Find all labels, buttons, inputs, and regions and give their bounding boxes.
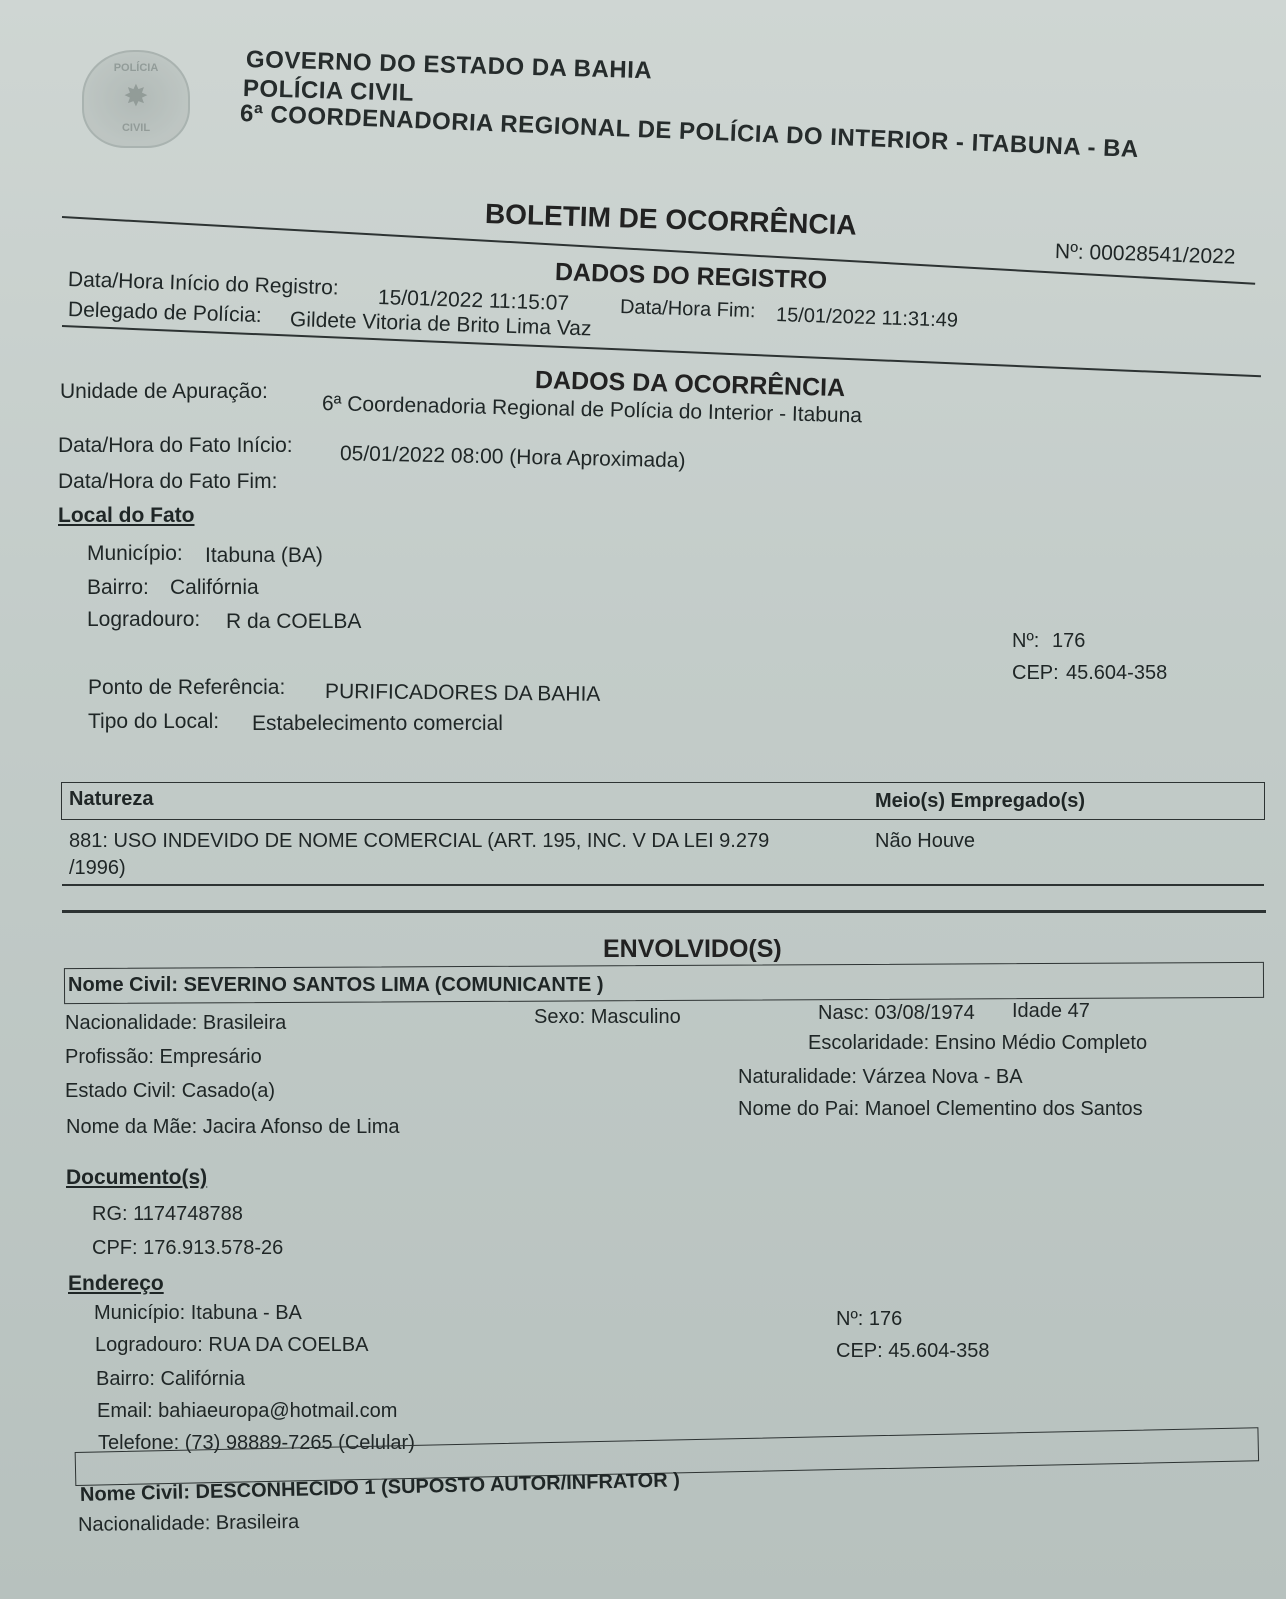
local-numero-label: Nº: <box>1012 630 1040 652</box>
person1-estado-civil: Estado Civil: Casado(a) <box>65 1080 276 1102</box>
fato-inicio-value: 05/01/2022 08:00 (Hora Aproximada) <box>339 442 686 473</box>
person1-email: Email: bahiaeuropa@hotmail.com <box>97 1400 398 1422</box>
registro-inicio-value: 15/01/2022 11:15:07 <box>377 286 570 315</box>
envolvidos-heading: ENVOLVIDO(S) <box>603 935 782 963</box>
registro-heading: DADOS DO REGISTRO <box>554 258 828 295</box>
person1-numero: Nº: 176 <box>836 1308 903 1330</box>
document-number: Nº: 00028541/2022 <box>1054 240 1236 269</box>
person1-cpf: CPF: 176.913.578-26 <box>92 1237 284 1259</box>
person1-municipio: Município: Itabuna - BA <box>94 1302 302 1324</box>
seal-bottom-text: CIVIL <box>121 122 151 134</box>
person2-nacionalidade: Nacionalidade: Brasileira <box>77 1510 300 1536</box>
logradouro-label: Logradouro: <box>87 608 201 631</box>
person1-profissao: Profissão: Empresário <box>65 1046 262 1068</box>
header-line2: POLÍCIA CIVIL <box>242 75 415 107</box>
divider <box>62 910 1266 913</box>
delegado-label: Delegado de Polícia: <box>67 298 263 328</box>
registro-fim-label: Data/Hora Fim: <box>619 296 756 323</box>
person1-escolaridade: Escolaridade: Ensino Médio Completo <box>808 1032 1148 1054</box>
referencia-label: Ponto de Referência: <box>88 676 286 699</box>
local-numero-value: 176 <box>1052 630 1086 652</box>
person1-bairro: Bairro: Califórnia <box>96 1368 245 1390</box>
seal-top-text: POLÍCIA <box>113 62 159 74</box>
logradouro-value: R da COELBA <box>226 610 362 633</box>
local-heading: Local do Fato <box>58 504 195 527</box>
person1-nacionalidade: Nacionalidade: Brasileira <box>65 1012 287 1034</box>
registro-inicio-label: Data/Hora Início do Registro: <box>67 268 340 300</box>
person2-name: Nome Civil: DESCONHECIDO 1 (SUPOSTO AUTOR/INFRATOR ) <box>79 1469 681 1506</box>
ocorrencia-heading: DADOS DA OCORRÊNCIA <box>534 366 846 403</box>
person1-sexo: Sexo: Masculino <box>534 1006 681 1028</box>
natureza-row-line2: /1996) <box>69 857 126 879</box>
local-cep-value: 45.604-358 <box>1066 662 1168 684</box>
documentos-heading: Documento(s) <box>66 1166 208 1189</box>
meio-value: Não Houve <box>875 830 976 852</box>
header-line3: 6ª COORDENADORIA REGIONAL DE POLÍCIA DO INTERIOR - ITABUNA - BA <box>239 100 1140 164</box>
natureza-header: Natureza <box>69 788 154 810</box>
person1-naturalidade: Naturalidade: Várzea Nova - BA <box>738 1066 1023 1088</box>
header-line1: GOVERNO DO ESTADO DA BAHIA <box>245 46 653 85</box>
bairro-label: Bairro: <box>87 576 149 599</box>
tipo-local-value: Estabelecimento comercial <box>252 712 503 735</box>
person1-rg: RG: 1174748788 <box>92 1203 243 1225</box>
person1-idade: Idade 47 <box>1012 1000 1090 1022</box>
bairro-value: Califórnia <box>170 576 259 599</box>
meio-header: Meio(s) Empregado(s) <box>875 790 1086 812</box>
registro-fim-value: 15/01/2022 11:31:49 <box>775 304 959 332</box>
person1-logradouro: Logradouro: RUA DA COELBA <box>95 1334 369 1356</box>
divider <box>62 884 1264 886</box>
person1-cep: CEP: 45.604-358 <box>836 1340 990 1362</box>
referencia-value: PURIFICADORES DA BAHIA <box>324 680 601 706</box>
unidade-label: Unidade de Apuração: <box>60 380 268 403</box>
municipio-value: Itabuna (BA) <box>205 544 323 567</box>
natureza-row-line1: 881: USO INDEVIDO DE NOME COMERCIAL (ART. 195, INC. V DA LEI 9.279 <box>69 830 770 852</box>
person1-nasc: Nasc: 03/08/1974 <box>818 1002 975 1024</box>
local-cep-label: CEP: <box>1012 662 1059 684</box>
delegado-value: Gildete Vitoria de Brito Lima Vaz <box>289 308 592 341</box>
tipo-local-label: Tipo do Local: <box>88 710 220 733</box>
document-title: BOLETIM DE OCORRÊNCIA <box>484 198 858 241</box>
endereco-heading: Endereço <box>68 1272 164 1295</box>
police-seal-icon: POLÍCIA ✸ CIVIL <box>82 50 190 148</box>
person1-name: Nome Civil: SEVERINO SANTOS LIMA (COMUNICANTE ) <box>68 974 604 996</box>
unidade-value: 6ª Coordenadoria Regional de Polícia do Interior - Itabuna <box>321 392 863 428</box>
person1-pai: Nome do Pai: Manoel Clementino dos Santos <box>738 1098 1143 1120</box>
person1-telefone: Telefone: (73) 98889-7265 (Celular) <box>98 1432 415 1454</box>
municipio-label: Município: <box>87 542 183 565</box>
fato-inicio-label: Data/Hora do Fato Início: <box>58 434 293 457</box>
person1-mae: Nome da Mãe: Jacira Afonso de Lima <box>66 1116 400 1138</box>
fato-fim-label: Data/Hora do Fato Fim: <box>58 470 278 493</box>
